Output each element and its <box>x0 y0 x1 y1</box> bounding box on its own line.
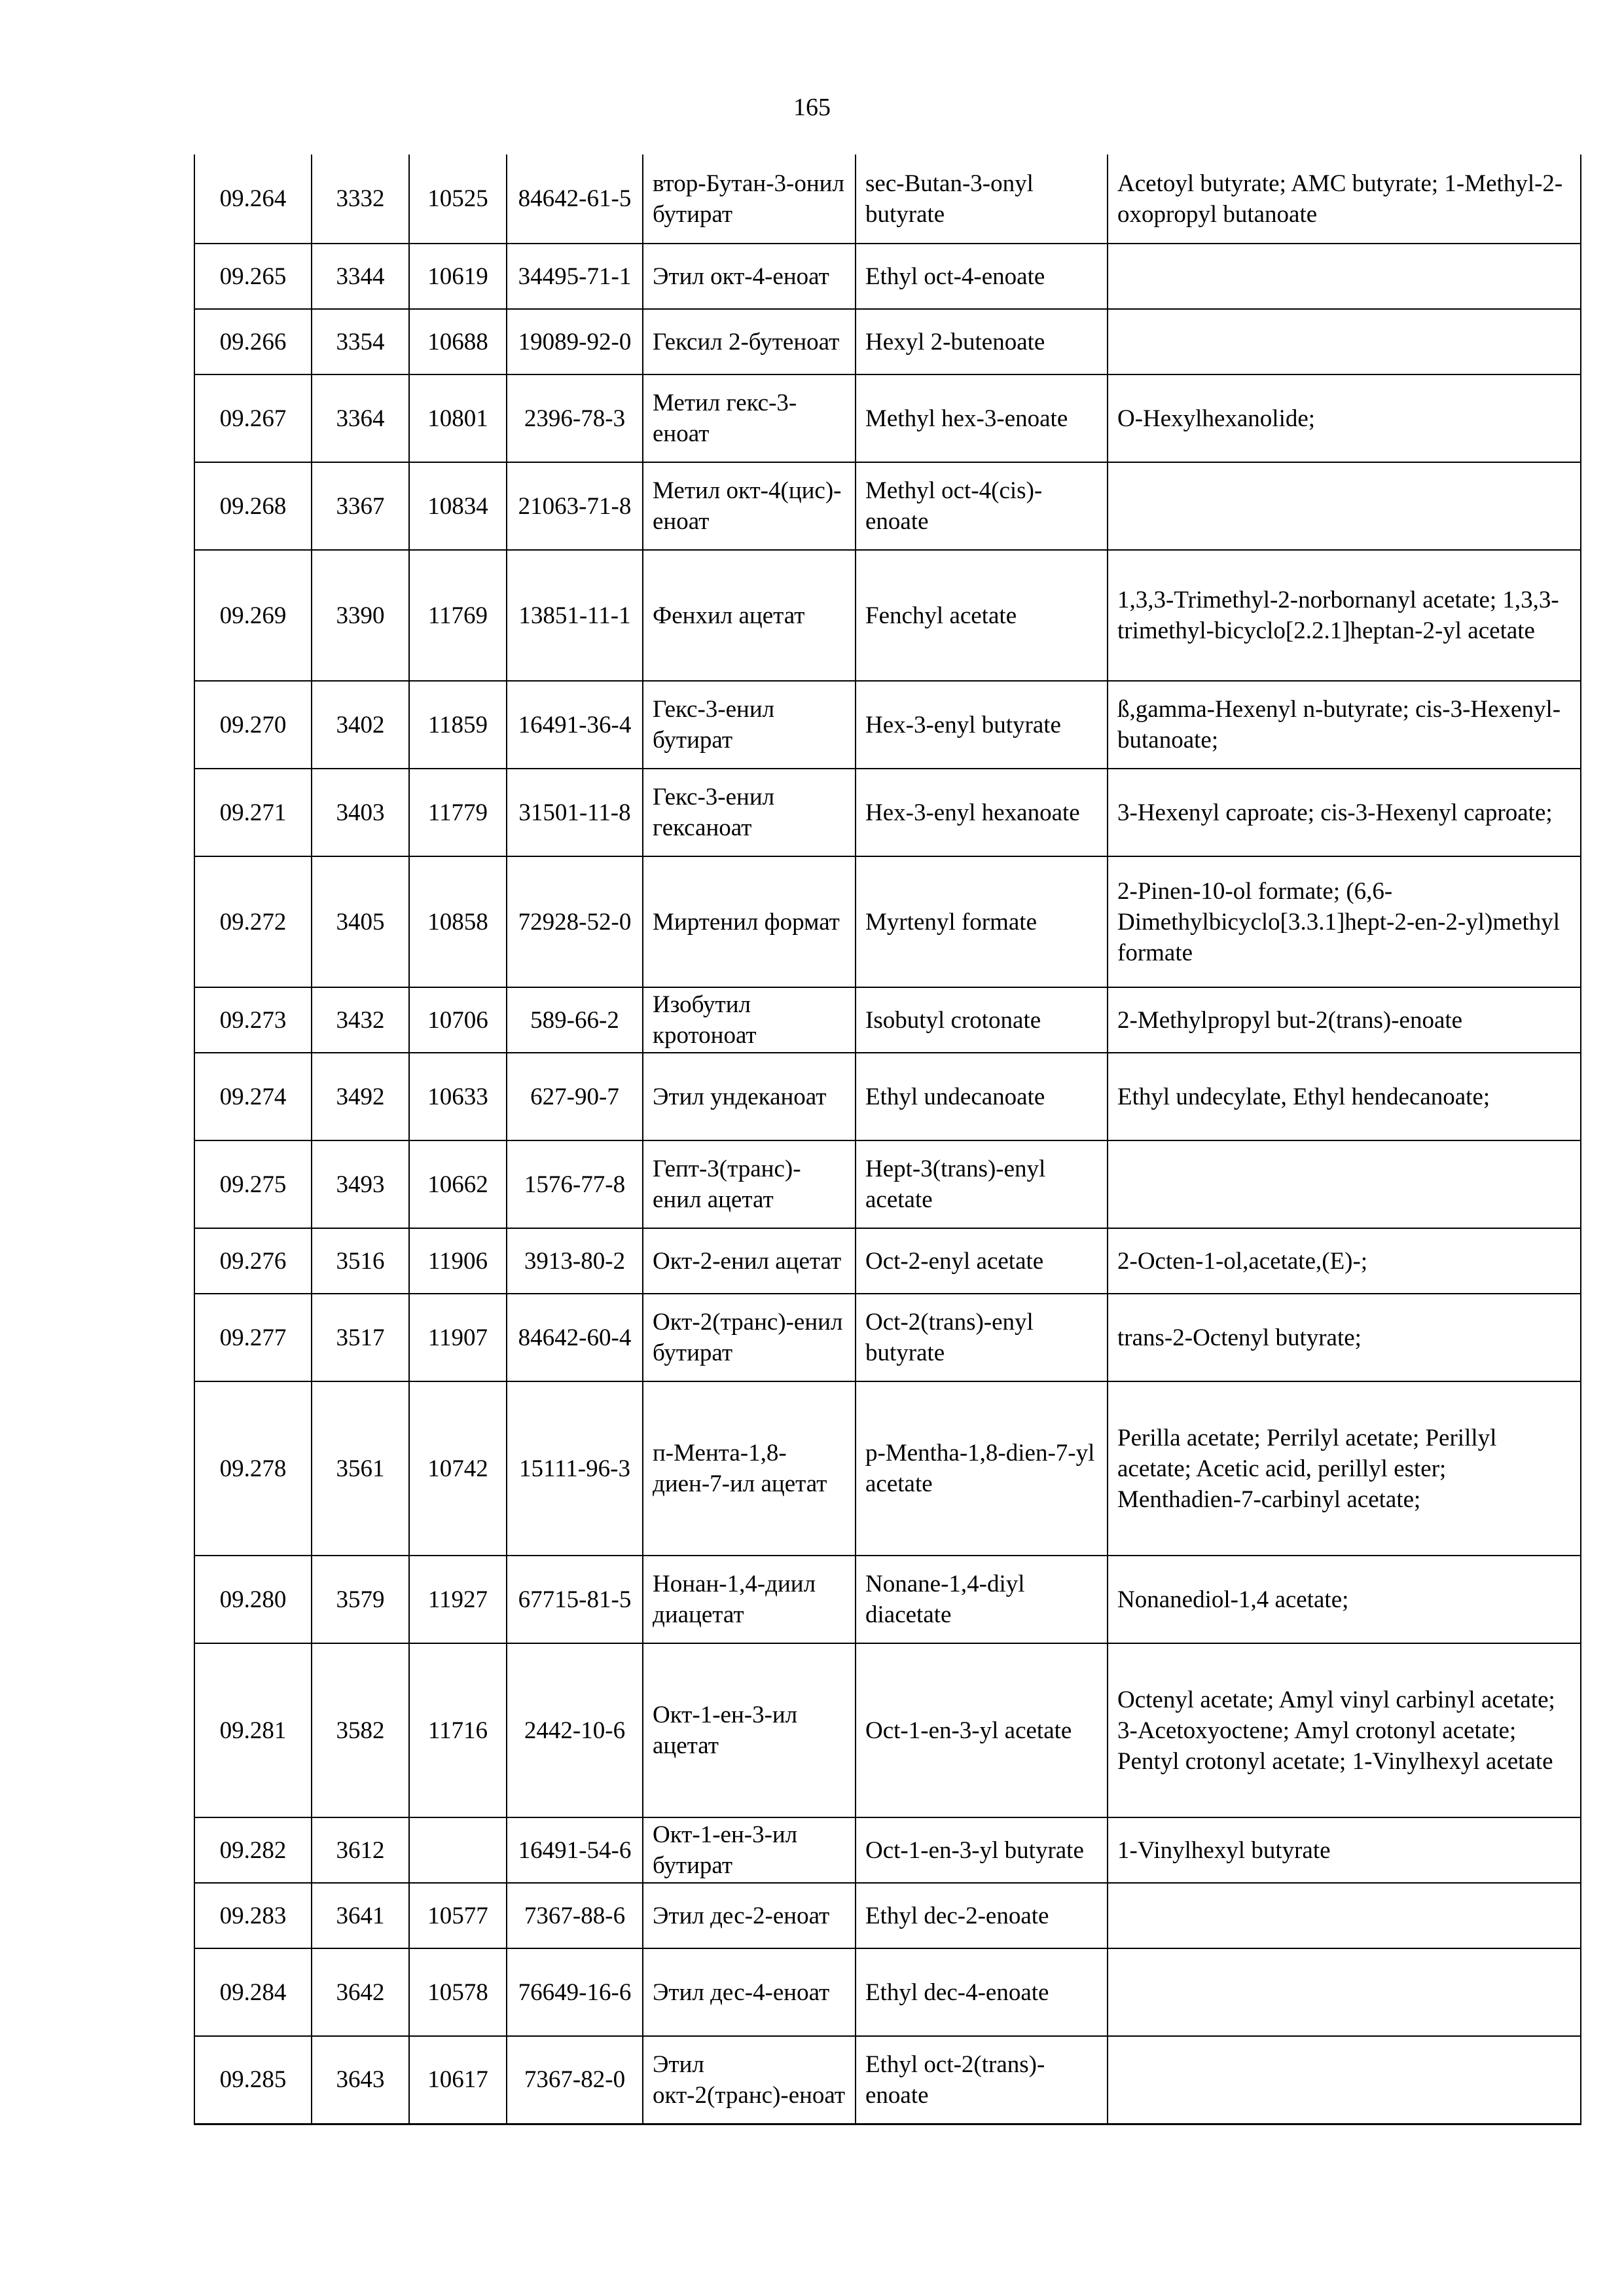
cas-number-cell: 76649-16-6 <box>507 1948 643 2036</box>
cas-number-cell: 7367-88-6 <box>507 1883 643 1948</box>
number-cell: 09.284 <box>194 1948 312 2036</box>
code-cell: 10688 <box>409 309 507 374</box>
russian-name-cell: Метил окт-4(цис)-еноат <box>643 462 856 550</box>
synonyms-cell: 3-Hexenyl caproate; cis-3-Hexenyl caproate; <box>1108 769 1581 856</box>
russian-name-cell: Гекс-3-енил бутират <box>643 681 856 769</box>
english-name-cell: Hex-3-enyl hexanoate <box>856 769 1108 856</box>
code-cell: 10633 <box>409 1053 507 1140</box>
table-row <box>194 1381 1581 1556</box>
number-cell: 09.278 <box>194 1381 312 1556</box>
id-cell: 3390 <box>312 550 409 681</box>
page-number: 165 <box>793 94 831 121</box>
number-cell: 09.267 <box>194 374 312 462</box>
russian-name-cell: Гексил 2-бутеноат <box>643 309 856 374</box>
id-cell: 3403 <box>312 769 409 856</box>
number-cell: 09.264 <box>194 155 312 244</box>
code-cell: 11907 <box>409 1294 507 1381</box>
number-cell: 09.271 <box>194 769 312 856</box>
english-name-cell: Hex-3-enyl butyrate <box>856 681 1108 769</box>
table-row <box>194 681 1581 769</box>
code-cell: 10617 <box>409 2036 507 2124</box>
english-name-cell: Oct-2(trans)-enyl butyrate <box>856 1294 1108 1381</box>
id-cell: 3364 <box>312 374 409 462</box>
cas-number-cell: 72928-52-0 <box>507 856 643 987</box>
cas-number-cell: 2396-78-3 <box>507 374 643 462</box>
english-name-cell: Ethyl oct-4-enoate <box>856 244 1108 309</box>
table-row <box>194 769 1581 856</box>
table-body <box>194 155 1581 2124</box>
russian-name-cell: п-Мента-1,8-диен-7-ил ацетат <box>643 1381 856 1556</box>
english-name-cell: Hexyl 2-butenoate <box>856 309 1108 374</box>
synonyms-cell <box>1108 244 1581 309</box>
number-cell: 09.275 <box>194 1140 312 1228</box>
english-name-cell: Ethyl dec-4-enoate <box>856 1948 1108 2036</box>
synonyms-cell: O-Hexylhexanolide; <box>1108 374 1581 462</box>
number-cell: 09.269 <box>194 550 312 681</box>
code-cell: 10578 <box>409 1948 507 2036</box>
code-cell: 10834 <box>409 462 507 550</box>
english-name-cell: Ethyl undecanoate <box>856 1053 1108 1140</box>
cas-number-cell: 589-66-2 <box>507 987 643 1053</box>
cas-number-cell: 16491-36-4 <box>507 681 643 769</box>
table-row <box>194 1643 1581 1817</box>
english-name-cell: Oct-1-en-3-yl butyrate <box>856 1817 1108 1883</box>
table-row <box>194 309 1581 374</box>
table-row <box>194 856 1581 987</box>
russian-name-cell: Гепт-3(транс)-енил ацетат <box>643 1140 856 1228</box>
number-cell: 09.266 <box>194 309 312 374</box>
cas-number-cell: 16491-54-6 <box>507 1817 643 1883</box>
english-name-cell: sec-Butan-3-onyl butyrate <box>856 155 1108 244</box>
code-cell: 11779 <box>409 769 507 856</box>
number-cell: 09.281 <box>194 1643 312 1817</box>
russian-name-cell: Изобутил кротоноат <box>643 987 856 1053</box>
english-name-cell: Oct-2-enyl acetate <box>856 1228 1108 1294</box>
id-cell: 3402 <box>312 681 409 769</box>
table-row <box>194 155 1581 244</box>
code-cell: 11769 <box>409 550 507 681</box>
id-cell: 3493 <box>312 1140 409 1228</box>
table-row <box>194 2036 1581 2124</box>
cas-number-cell: 84642-60-4 <box>507 1294 643 1381</box>
code-cell: 10858 <box>409 856 507 987</box>
synonyms-cell: Nonanediol-1,4 acetate; <box>1108 1556 1581 1643</box>
id-cell: 3516 <box>312 1228 409 1294</box>
table-row <box>194 244 1581 309</box>
id-cell: 3579 <box>312 1556 409 1643</box>
code-cell <box>409 1817 507 1883</box>
table-row <box>194 1817 1581 1883</box>
code-cell: 10801 <box>409 374 507 462</box>
id-cell: 3367 <box>312 462 409 550</box>
number-cell: 09.276 <box>194 1228 312 1294</box>
synonyms-cell: Perilla acetate; Perrilyl acetate; Perillyl acetate; Acetic acid, perillyl ester; Menthadien-7-carbinyl acetate; <box>1108 1381 1581 1556</box>
synonyms-cell: trans-2-Octenyl butyrate; <box>1108 1294 1581 1381</box>
code-cell: 10619 <box>409 244 507 309</box>
synonyms-cell: 2-Pinen-10-ol formate; (6,6-Dimethylbicyclo[3.3.1]hept-2-en-2-yl)methyl formate <box>1108 856 1581 987</box>
id-cell: 3332 <box>312 155 409 244</box>
english-name-cell: Ethyl oct-2(trans)-enoate <box>856 2036 1108 2124</box>
synonyms-cell: 2-Octen-1-ol,acetate,(E)-; <box>1108 1228 1581 1294</box>
cas-number-cell: 1576-77-8 <box>507 1140 643 1228</box>
synonyms-cell <box>1108 309 1581 374</box>
number-cell: 09.272 <box>194 856 312 987</box>
synonyms-cell <box>1108 1948 1581 2036</box>
russian-name-cell: Этил дес-4-еноат <box>643 1948 856 2036</box>
id-cell: 3643 <box>312 2036 409 2124</box>
cas-number-cell: 31501-11-8 <box>507 769 643 856</box>
id-cell: 3354 <box>312 309 409 374</box>
russian-name-cell: Окт-1-ен-3-ил ацетат <box>643 1643 856 1817</box>
synonyms-cell: 1-Vinylhexyl butyrate <box>1108 1817 1581 1883</box>
russian-name-cell: Этил окт-4-еноат <box>643 244 856 309</box>
synonyms-cell <box>1108 1140 1581 1228</box>
synonyms-cell: Acetoyl butyrate; AMC butyrate; 1-Methyl-2-oxopropyl butanoate <box>1108 155 1581 244</box>
table-row <box>194 1556 1581 1643</box>
code-cell: 11716 <box>409 1643 507 1817</box>
english-name-cell: Methyl oct-4(cis)-enoate <box>856 462 1108 550</box>
id-cell: 3641 <box>312 1883 409 1948</box>
table-row <box>194 1948 1581 2036</box>
number-cell: 09.277 <box>194 1294 312 1381</box>
synonyms-cell: 1,3,3-Trimethyl-2-norbornanyl acetate; 1,3,3-trimethyl-bicyclo[2.2.1]heptan-2-yl acetate <box>1108 550 1581 681</box>
english-name-cell: Fenchyl acetate <box>856 550 1108 681</box>
russian-name-cell: Гекс-3-енил гексаноат <box>643 769 856 856</box>
synonyms-cell <box>1108 1883 1581 1948</box>
russian-name-cell: Миртенил формат <box>643 856 856 987</box>
english-name-cell: Oct-1-en-3-yl acetate <box>856 1643 1108 1817</box>
table-row <box>194 987 1581 1053</box>
russian-name-cell: Окт-1-ен-3-ил бутират <box>643 1817 856 1883</box>
id-cell: 3492 <box>312 1053 409 1140</box>
code-cell: 10577 <box>409 1883 507 1948</box>
code-cell: 11906 <box>409 1228 507 1294</box>
table-row <box>194 1883 1581 1948</box>
code-cell: 10525 <box>409 155 507 244</box>
cas-number-cell: 627-90-7 <box>507 1053 643 1140</box>
number-cell: 09.283 <box>194 1883 312 1948</box>
cas-number-cell: 67715-81-5 <box>507 1556 643 1643</box>
russian-name-cell: Окт-2-енил ацетат <box>643 1228 856 1294</box>
english-name-cell: p-Mentha-1,8-dien-7-yl acetate <box>856 1381 1108 1556</box>
table-row <box>194 374 1581 462</box>
table-row <box>194 1140 1581 1228</box>
id-cell: 3344 <box>312 244 409 309</box>
cas-number-cell: 19089-92-0 <box>507 309 643 374</box>
id-cell: 3405 <box>312 856 409 987</box>
russian-name-cell: Этил ундеканоат <box>643 1053 856 1140</box>
number-cell: 09.268 <box>194 462 312 550</box>
synonyms-cell: Octenyl acetate; Amyl vinyl carbinyl acetate; 3-Acetoxyoctene; Amyl crotonyl acetate; Pentyl crotonyl acetate; 1-Vinylhexyl acetate <box>1108 1643 1581 1817</box>
cas-number-cell: 13851-11-1 <box>507 550 643 681</box>
cas-number-cell: 15111-96-3 <box>507 1381 643 1556</box>
english-name-cell: Hept-3(trans)-enyl acetate <box>856 1140 1108 1228</box>
russian-name-cell: Этил дес-2-еноат <box>643 1883 856 1948</box>
number-cell: 09.274 <box>194 1053 312 1140</box>
number-cell: 09.270 <box>194 681 312 769</box>
number-cell: 09.265 <box>194 244 312 309</box>
cas-number-cell: 3913-80-2 <box>507 1228 643 1294</box>
table-row <box>194 550 1581 681</box>
synonyms-cell <box>1108 462 1581 550</box>
cas-number-cell: 34495-71-1 <box>507 244 643 309</box>
synonyms-cell: 2-Methylpropyl but-2(trans)-enoate <box>1108 987 1581 1053</box>
id-cell: 3561 <box>312 1381 409 1556</box>
synonyms-cell <box>1108 2036 1581 2124</box>
table-row <box>194 462 1581 550</box>
english-name-cell: Ethyl dec-2-enoate <box>856 1883 1108 1948</box>
code-cell: 10742 <box>409 1381 507 1556</box>
russian-name-cell: Нонан-1,4-диил диацетат <box>643 1556 856 1643</box>
number-cell: 09.273 <box>194 987 312 1053</box>
cas-number-cell: 7367-82-0 <box>507 2036 643 2124</box>
code-cell: 10662 <box>409 1140 507 1228</box>
number-cell: 09.285 <box>194 2036 312 2124</box>
code-cell: 11859 <box>409 681 507 769</box>
russian-name-cell: Метил гекс-3-еноат <box>643 374 856 462</box>
id-cell: 3612 <box>312 1817 409 1883</box>
english-name-cell: Myrtenyl formate <box>856 856 1108 987</box>
id-cell: 3642 <box>312 1948 409 2036</box>
code-cell: 11927 <box>409 1556 507 1643</box>
english-name-cell: Nonane-1,4-diyl diacetate <box>856 1556 1108 1643</box>
id-cell: 3517 <box>312 1294 409 1381</box>
cas-number-cell: 2442-10-6 <box>507 1643 643 1817</box>
substances-table <box>194 155 1581 2125</box>
russian-name-cell: Фенхил ацетат <box>643 550 856 681</box>
id-cell: 3432 <box>312 987 409 1053</box>
synonyms-cell: ß,gamma-Hexenyl n-butyrate; cis-3-Hexenyl-butanoate; <box>1108 681 1581 769</box>
table-row <box>194 1294 1581 1381</box>
cas-number-cell: 21063-71-8 <box>507 462 643 550</box>
english-name-cell: Methyl hex-3-enoate <box>856 374 1108 462</box>
russian-name-cell: втор-Бутан-3-онил бутират <box>643 155 856 244</box>
synonyms-cell: Ethyl undecylate, Ethyl hendecanoate; <box>1108 1053 1581 1140</box>
russian-name-cell: Окт-2(транс)-енил бутират <box>643 1294 856 1381</box>
code-cell: 10706 <box>409 987 507 1053</box>
table-row <box>194 1053 1581 1140</box>
number-cell: 09.280 <box>194 1556 312 1643</box>
number-cell: 09.282 <box>194 1817 312 1883</box>
id-cell: 3582 <box>312 1643 409 1817</box>
russian-name-cell: Этил окт-2(транс)-еноат <box>643 2036 856 2124</box>
table-row <box>194 1228 1581 1294</box>
cas-number-cell: 84642-61-5 <box>507 155 643 244</box>
english-name-cell: Isobutyl crotonate <box>856 987 1108 1053</box>
